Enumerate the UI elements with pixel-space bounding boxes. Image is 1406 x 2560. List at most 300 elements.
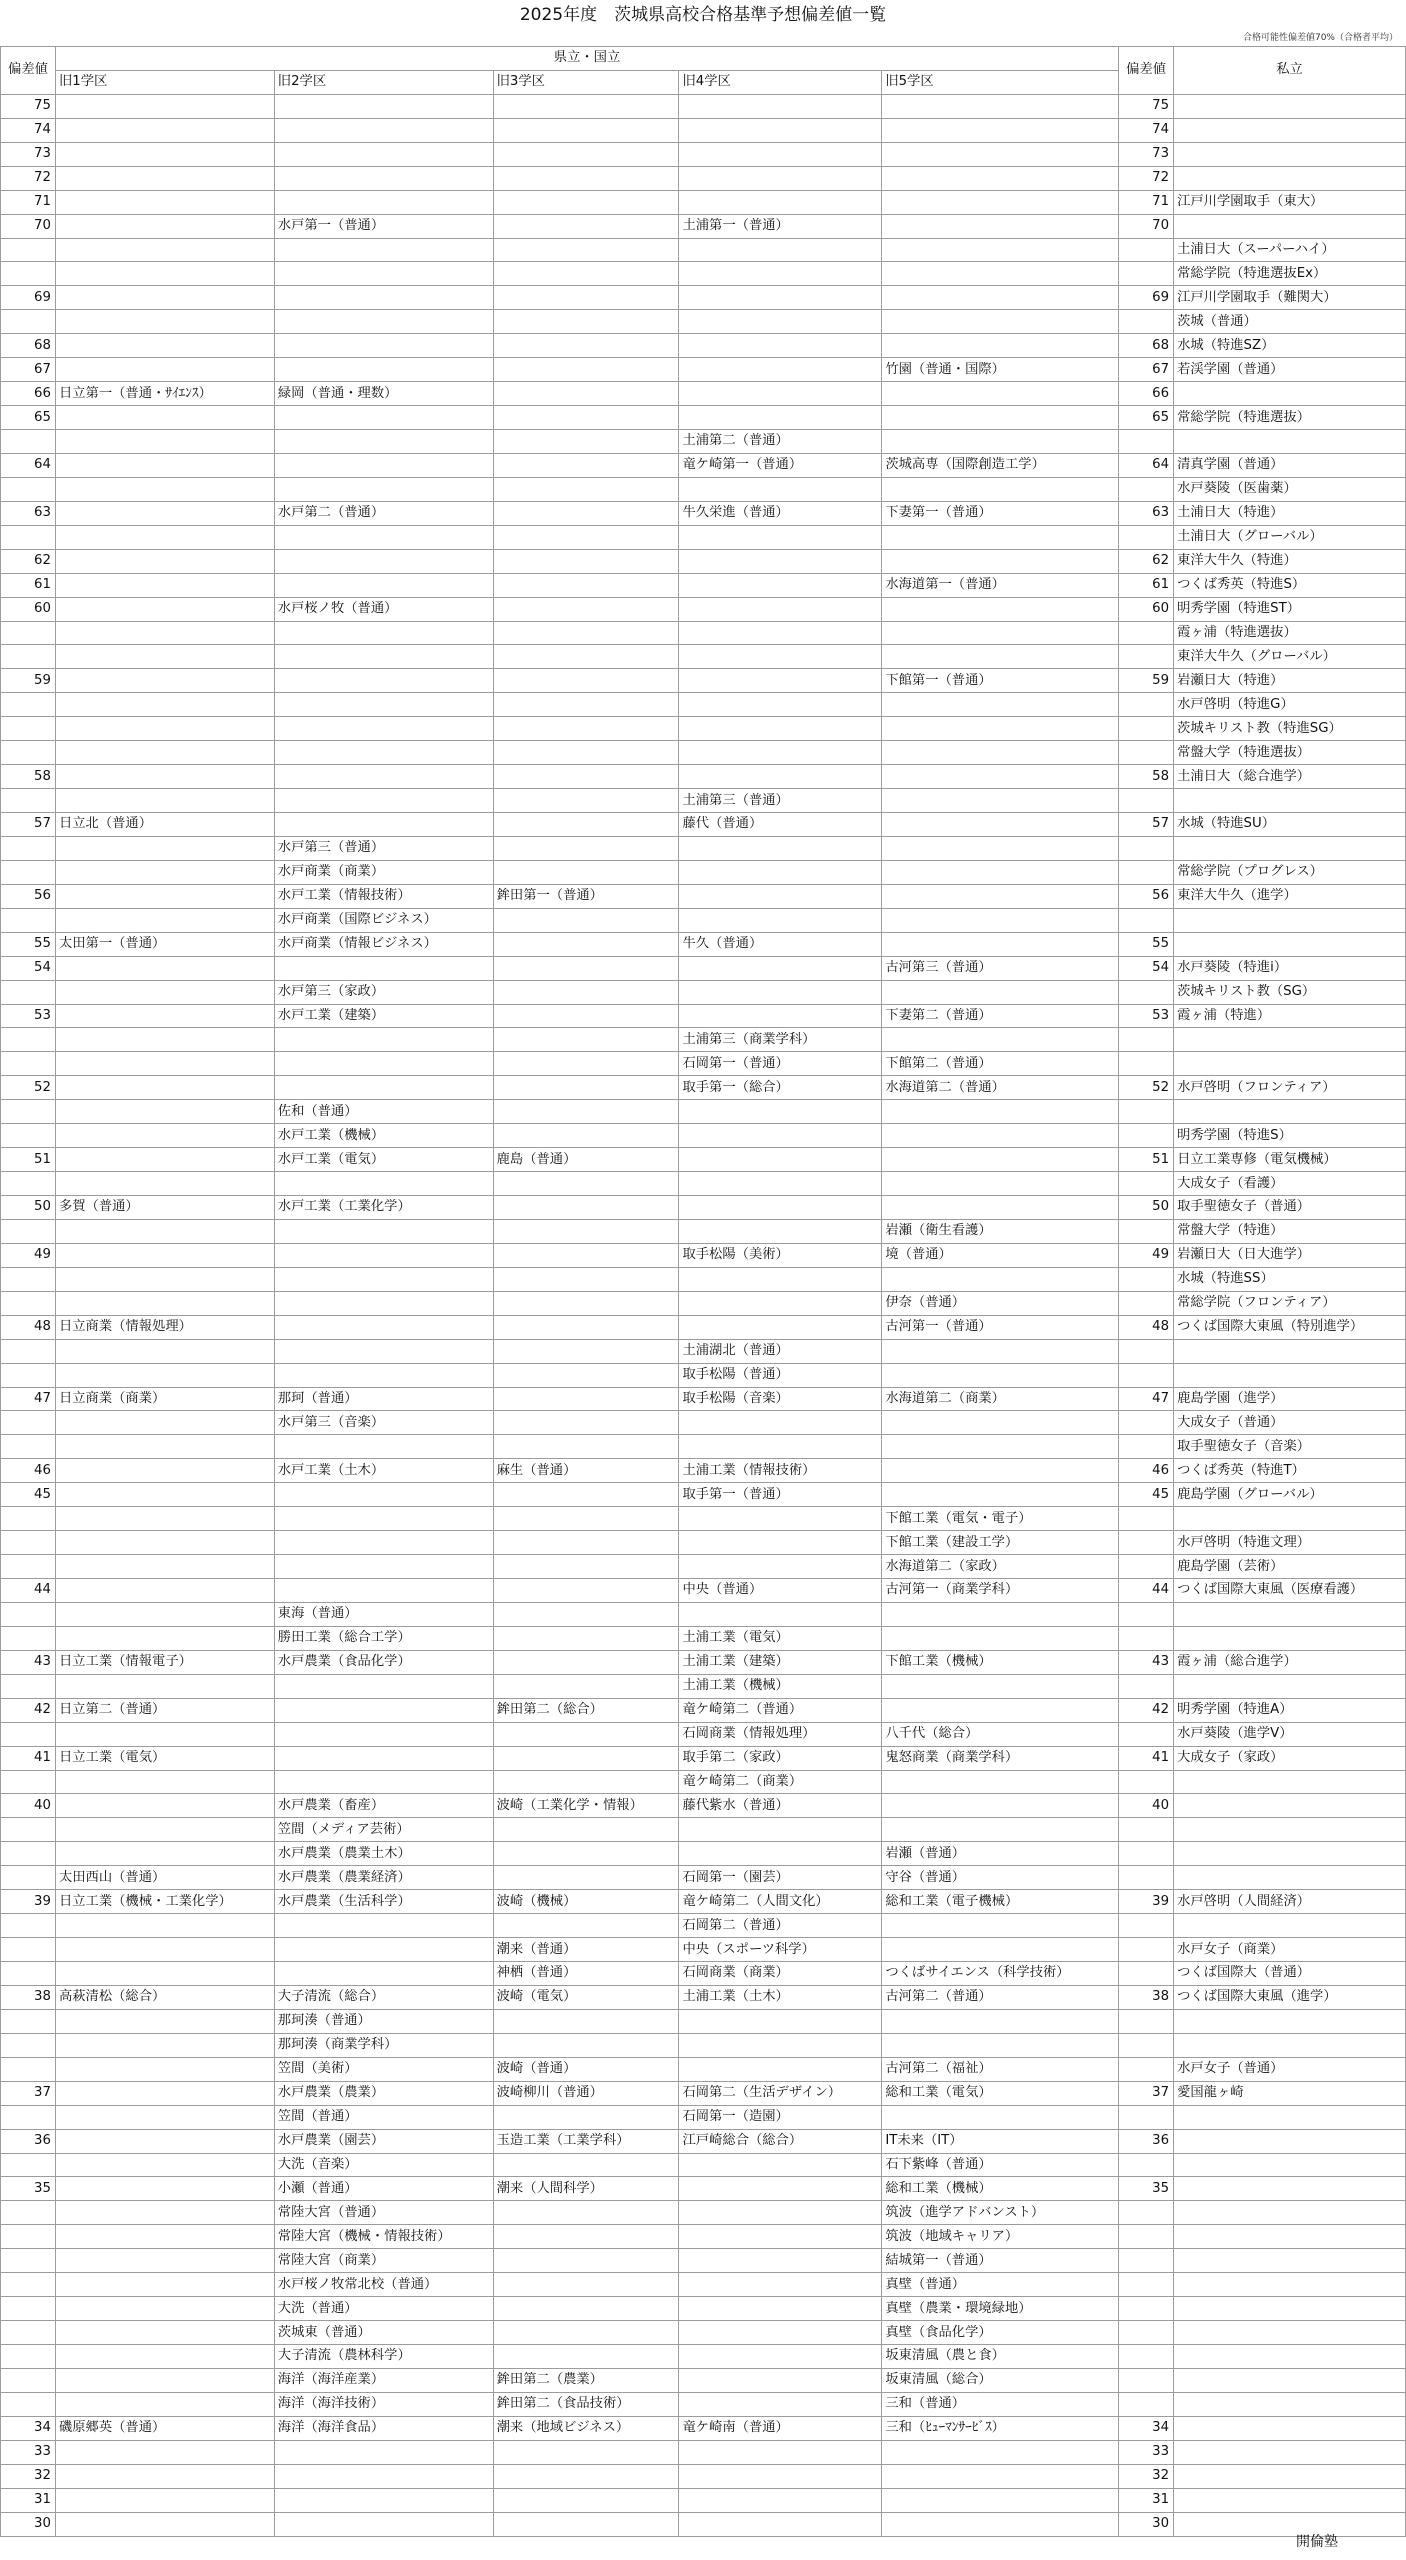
cell-deviation-left [1,1674,56,1698]
cell-district-4 [679,549,882,573]
cell-private [1174,2345,1406,2369]
cell-district-4: 土浦工業（電気） [679,1626,882,1650]
cell-district-2: 水戸工業（建築） [274,1004,493,1028]
cell-district-3 [493,1339,679,1363]
cell-deviation-right [1119,1291,1174,1315]
cell-district-4 [679,2177,882,2201]
table-row [1,1052,1406,1076]
cell-district-2 [274,1483,493,1507]
cell-district-3 [493,1914,679,1938]
header-deviation-left: 偏差値 [1,47,56,95]
cell-district-4 [679,1315,882,1339]
cell-deviation-right [1119,1555,1174,1579]
cell-district-1 [55,2345,274,2369]
cell-district-4 [679,1100,882,1124]
cell-district-1 [55,1794,274,1818]
cell-district-5: 守谷（普通） [882,1866,1119,1890]
table-row [1,477,1406,501]
cell-district-1: 日立第一（普通・ｻｲｴﾝｽ） [55,382,274,406]
cell-district-4 [679,2009,882,2033]
cell-deviation-left [1,1363,56,1387]
cell-private: 鹿島学園（進学） [1174,1387,1406,1411]
cell-district-4 [679,908,882,932]
cell-deviation-right: 55 [1119,932,1174,956]
cell-district-5 [882,190,1119,214]
cell-district-2 [274,1076,493,1100]
table-row [1,2105,1406,2129]
cell-deviation-right [1119,1938,1174,1962]
cell-district-2 [274,430,493,454]
cell-district-5 [882,2009,1119,2033]
cell-district-4 [679,2440,882,2464]
cell-deviation-left [1,908,56,932]
cell-district-4: 土浦工業（情報技術） [679,1459,882,1483]
cell-private: 岩瀬日大（日大進学） [1174,1243,1406,1267]
cell-district-4: 石岡第二（生活デザイン） [679,2081,882,2105]
cell-district-5 [882,932,1119,956]
cell-district-5: 水海道第二（商業） [882,1387,1119,1411]
cell-district-3 [493,1363,679,1387]
cell-district-5: 真壁（食品化学） [882,2321,1119,2345]
cell-district-4 [679,2464,882,2488]
table-row [1,2321,1406,2345]
table-row [1,453,1406,477]
cell-district-3: 潮来（人間科学） [493,2177,679,2201]
cell-private: 霞ヶ浦（特進選抜） [1174,621,1406,645]
cell-district-4: 取手第一（総合） [679,1076,882,1100]
table-row [1,1746,1406,1770]
cell-district-3 [493,1219,679,1243]
header-public: 県立・国立 [55,47,1118,71]
cell-district-5: 三和（普通） [882,2392,1119,2416]
cell-deviation-right: 51 [1119,1148,1174,1172]
cell-district-3 [493,358,679,382]
table-row [1,813,1406,837]
cell-district-3 [493,932,679,956]
cell-deviation-left [1,1028,56,1052]
table-row [1,1148,1406,1172]
cell-district-2: 水戸商業（国際ビジネス） [274,908,493,932]
cell-district-2: 大洗（音楽） [274,2153,493,2177]
cell-district-2 [274,453,493,477]
cell-district-3 [493,501,679,525]
cell-private [1174,1794,1406,1818]
cell-district-2 [274,1914,493,1938]
cell-district-5 [882,1794,1119,1818]
cell-district-1 [55,525,274,549]
cell-district-2 [274,669,493,693]
cell-deviation-left [1,1914,56,1938]
cell-deviation-left [1,836,56,860]
cell-district-2 [274,310,493,334]
cell-deviation-left: 66 [1,382,56,406]
cell-district-1 [55,860,274,884]
table-row [1,1602,1406,1626]
cell-district-1 [55,1938,274,1962]
cell-district-2 [274,406,493,430]
cell-district-3: 玉造工業（工業学科） [493,2129,679,2153]
cell-district-2: 笠間（普通） [274,2105,493,2129]
cell-private: 水戸啓明（特進文理） [1174,1531,1406,1555]
cell-deviation-right: 69 [1119,286,1174,310]
cell-district-5 [882,2440,1119,2464]
table-row [1,645,1406,669]
cell-deviation-right: 63 [1119,501,1174,525]
cell-deviation-left: 73 [1,142,56,166]
cell-district-3 [493,2440,679,2464]
cell-deviation-left: 59 [1,669,56,693]
cell-deviation-right [1119,2249,1174,2273]
cell-district-5: 坂東清風（総合） [882,2368,1119,2392]
table-row [1,142,1406,166]
cell-private: 土浦日大（総合進学） [1174,765,1406,789]
cell-district-5: 下館工業（電気・電子） [882,1507,1119,1531]
cell-district-4: 中央（スポーツ科学） [679,1938,882,1962]
cell-private: 鹿島学園（グローバル） [1174,1483,1406,1507]
cell-district-4 [679,2368,882,2392]
cell-district-2 [274,1267,493,1291]
cell-deviation-left [1,310,56,334]
cell-private: 大成女子（家政） [1174,1746,1406,1770]
cell-district-2 [274,1579,493,1603]
cell-district-1 [55,1004,274,1028]
cell-deviation-right: 70 [1119,214,1174,238]
cell-deviation-left: 52 [1,1076,56,1100]
table-row [1,1291,1406,1315]
cell-district-3 [493,908,679,932]
cell-private [1174,2440,1406,2464]
cell-district-1 [55,884,274,908]
cell-district-5 [882,142,1119,166]
cell-district-4 [679,2273,882,2297]
cell-deviation-left [1,1100,56,1124]
cell-district-3 [493,860,679,884]
cell-deviation-right [1119,1339,1174,1363]
cell-deviation-right [1119,2201,1174,2225]
cell-deviation-right: 39 [1119,1890,1174,1914]
table-row [1,430,1406,454]
table-row [1,2416,1406,2440]
cell-district-1 [55,2392,274,2416]
cell-deviation-right [1119,1363,1174,1387]
cell-district-4 [679,2392,882,2416]
cell-district-5 [882,94,1119,118]
cell-private: 取手聖徳女子（普通） [1174,1196,1406,1220]
cell-district-5 [882,1602,1119,1626]
table-row [1,1962,1406,1986]
cell-district-5 [882,166,1119,190]
cell-private: 水城（特進SZ） [1174,334,1406,358]
cell-deviation-left: 75 [1,94,56,118]
cell-deviation-right [1119,1531,1174,1555]
cell-district-5: 八千代（総合） [882,1722,1119,1746]
cell-district-5: 境（普通） [882,1243,1119,1267]
cell-district-5: 茨城高専（国際創造工学） [882,453,1119,477]
cell-district-4 [679,980,882,1004]
table-row [1,1507,1406,1531]
cell-district-4 [679,1124,882,1148]
cell-deviation-left: 68 [1,334,56,358]
cell-deviation-left [1,1626,56,1650]
cell-private: 取手聖徳女子（音楽） [1174,1435,1406,1459]
cell-district-3: 潮来（地域ビジネス） [493,2416,679,2440]
cell-district-4: 石岡商業（情報処理） [679,1722,882,1746]
cell-district-4: 石岡第二（普通） [679,1914,882,1938]
cell-private [1174,2273,1406,2297]
cell-deviation-right: 48 [1119,1315,1174,1339]
cell-district-2 [274,1243,493,1267]
cell-deviation-left [1,1770,56,1794]
table-row [1,1387,1406,1411]
cell-deviation-left [1,1555,56,1579]
cell-district-5 [882,1028,1119,1052]
cell-district-5 [882,1483,1119,1507]
table-row [1,1722,1406,1746]
cell-district-4 [679,1531,882,1555]
cell-private [1174,2033,1406,2057]
cell-district-2 [274,1363,493,1387]
cell-district-1 [55,1579,274,1603]
cell-private [1174,1100,1406,1124]
cell-district-5: 古河第三（普通） [882,956,1119,980]
table-row [1,94,1406,118]
cell-private [1174,1674,1406,1698]
cell-district-3 [493,2201,679,2225]
table-row [1,597,1406,621]
cell-district-3: 波崎柳川（普通） [493,2081,679,2105]
cell-private [1174,2153,1406,2177]
cell-district-4 [679,2201,882,2225]
cell-district-3 [493,1626,679,1650]
cell-district-1 [55,597,274,621]
cell-district-2: 大子清流（農林科学） [274,2345,493,2369]
cell-district-2: 水戸第三（音楽） [274,1411,493,1435]
cell-deviation-left: 63 [1,501,56,525]
cell-district-5: 古河第一（普通） [882,1315,1119,1339]
table-row [1,1315,1406,1339]
cell-district-1 [55,1602,274,1626]
cell-deviation-right [1119,310,1174,334]
cell-deviation-right [1119,1507,1174,1531]
cell-district-4 [679,1507,882,1531]
cell-private [1174,2464,1406,2488]
cell-deviation-left [1,1722,56,1746]
cell-district-2: 水戸第三（普通） [274,836,493,860]
table-row [1,310,1406,334]
cell-private: 霞ヶ浦（特進） [1174,1004,1406,1028]
cell-district-3 [493,2297,679,2321]
table-row [1,238,1406,262]
cell-deviation-left [1,1962,56,1986]
cell-district-4 [679,382,882,406]
table-row [1,2464,1406,2488]
cell-district-2: 水戸桜ノ牧常北校（普通） [274,2273,493,2297]
cell-private [1174,1028,1406,1052]
cell-deviation-right: 60 [1119,597,1174,621]
cell-deviation-left [1,1411,56,1435]
cell-district-4 [679,166,882,190]
cell-district-3 [493,549,679,573]
cell-district-4 [679,741,882,765]
cell-deviation-left [1,2225,56,2249]
cell-private: 水戸啓明（フロンティア） [1174,1076,1406,1100]
cell-district-3 [493,2105,679,2129]
cell-district-4 [679,1435,882,1459]
cell-district-5: 古河第二（福祉） [882,2057,1119,2081]
cell-private [1174,908,1406,932]
cell-deviation-right: 67 [1119,358,1174,382]
cell-private: 明秀学園（特進ST） [1174,597,1406,621]
cell-district-3: 波崎（電気） [493,1985,679,2009]
cell-district-5 [882,1172,1119,1196]
cell-district-4 [679,621,882,645]
cell-deviation-right [1119,1411,1174,1435]
cell-district-4: 取手松陽（美術） [679,1243,882,1267]
cell-district-3 [493,717,679,741]
cell-district-3: 波崎（工業化学・情報） [493,1794,679,1818]
cell-district-4: 土浦第三（商業学科） [679,1028,882,1052]
cell-district-5 [882,1148,1119,1172]
cell-private: 水城（特進SU） [1174,813,1406,837]
cell-district-1 [55,238,274,262]
cell-district-1 [55,2249,274,2273]
cell-district-3 [493,1076,679,1100]
cell-district-3 [493,262,679,286]
cell-deviation-left [1,2249,56,2273]
cell-district-5: 鬼怒商業（商業学科） [882,1746,1119,1770]
cell-district-3 [493,334,679,358]
cell-district-1 [55,2009,274,2033]
cell-deviation-right: 53 [1119,1004,1174,1028]
cell-deviation-right [1119,908,1174,932]
cell-district-5 [882,1363,1119,1387]
cell-deviation-right: 75 [1119,94,1174,118]
cell-district-4: 牛久栄進（普通） [679,501,882,525]
table-row [1,956,1406,980]
cell-district-1 [55,1243,274,1267]
cell-district-5: 古河第一（商業学科） [882,1579,1119,1603]
cell-district-1 [55,621,274,645]
cell-district-2 [274,573,493,597]
cell-deviation-left: 46 [1,1459,56,1483]
cell-district-5: 真壁（農業・環境緑地） [882,2297,1119,2321]
cell-district-5 [882,813,1119,837]
cell-district-5 [882,2512,1119,2536]
cell-district-1: 日立商業（商業） [55,1387,274,1411]
cell-private [1174,166,1406,190]
cell-district-2 [274,190,493,214]
cell-district-2 [274,956,493,980]
cell-district-2: 茨城東（普通） [274,2321,493,2345]
cell-district-1 [55,2129,274,2153]
cell-district-5: 総和工業（機械） [882,2177,1119,2201]
cell-district-3 [493,2345,679,2369]
cell-private: 常総学院（フロンティア） [1174,1291,1406,1315]
table-row [1,2177,1406,2201]
cell-district-1 [55,1842,274,1866]
table-row [1,1674,1406,1698]
cell-deviation-left: 30 [1,2512,56,2536]
cell-district-2: 水戸農業（農業土木） [274,1842,493,1866]
cell-district-1 [55,1028,274,1052]
cell-district-1 [55,1363,274,1387]
cell-district-4 [679,860,882,884]
cell-district-4 [679,1267,882,1291]
cell-district-4 [679,884,882,908]
cell-deviation-right [1119,2225,1174,2249]
cell-district-5: 坂東清風（農と食） [882,2345,1119,2369]
table-row [1,2392,1406,2416]
cell-deviation-left [1,2009,56,2033]
cell-district-1 [55,2057,274,2081]
cell-deviation-right: 41 [1119,1746,1174,1770]
cell-district-4: 土浦第三（普通） [679,789,882,813]
cell-district-4 [679,1148,882,1172]
table-row [1,836,1406,860]
cell-district-2 [274,525,493,549]
cell-deviation-right [1119,645,1174,669]
cell-district-1 [55,1100,274,1124]
cell-deviation-left [1,1435,56,1459]
cell-district-3 [493,238,679,262]
cell-district-4 [679,2153,882,2177]
table-row [1,789,1406,813]
cell-district-1 [55,118,274,142]
cell-district-5 [882,2488,1119,2512]
table-row [1,2129,1406,2153]
cell-district-2 [274,142,493,166]
table-row [1,693,1406,717]
table-row [1,1938,1406,1962]
cell-deviation-right [1119,1866,1174,1890]
cell-district-1 [55,430,274,454]
cell-district-1 [55,1052,274,1076]
cell-district-5 [882,406,1119,430]
table-row [1,2273,1406,2297]
header-district-3: 旧3学区 [493,70,679,94]
cell-district-1 [55,2321,274,2345]
cell-district-2: 水戸農業（園芸） [274,2129,493,2153]
cell-district-4: 竜ケ崎第二（普通） [679,1698,882,1722]
cell-private: 清真学園（普通） [1174,453,1406,477]
cell-district-5: 下館工業（機械） [882,1650,1119,1674]
cell-private [1174,789,1406,813]
cell-deviation-left: 60 [1,597,56,621]
cell-district-3 [493,525,679,549]
cell-district-2: 東海（普通） [274,1602,493,1626]
cell-district-4 [679,573,882,597]
cell-district-4 [679,262,882,286]
cell-district-3 [493,1052,679,1076]
cell-district-4: 土浦湖北（普通） [679,1339,882,1363]
table-row [1,1818,1406,1842]
cell-district-5 [882,286,1119,310]
cell-private: 常総学院（プログレス） [1174,860,1406,884]
cell-deviation-right [1119,2345,1174,2369]
cell-district-4: 土浦第一（普通） [679,214,882,238]
cell-deviation-left: 62 [1,549,56,573]
cell-district-1 [55,1674,274,1698]
table-row [1,2009,1406,2033]
cell-district-1 [55,2440,274,2464]
cell-deviation-right [1119,1674,1174,1698]
cell-district-5: 水海道第一（普通） [882,573,1119,597]
cell-district-1 [55,836,274,860]
cell-district-3 [493,645,679,669]
cell-deviation-left: 57 [1,813,56,837]
cell-district-2 [274,789,493,813]
cell-district-4: 牛久（普通） [679,932,882,956]
